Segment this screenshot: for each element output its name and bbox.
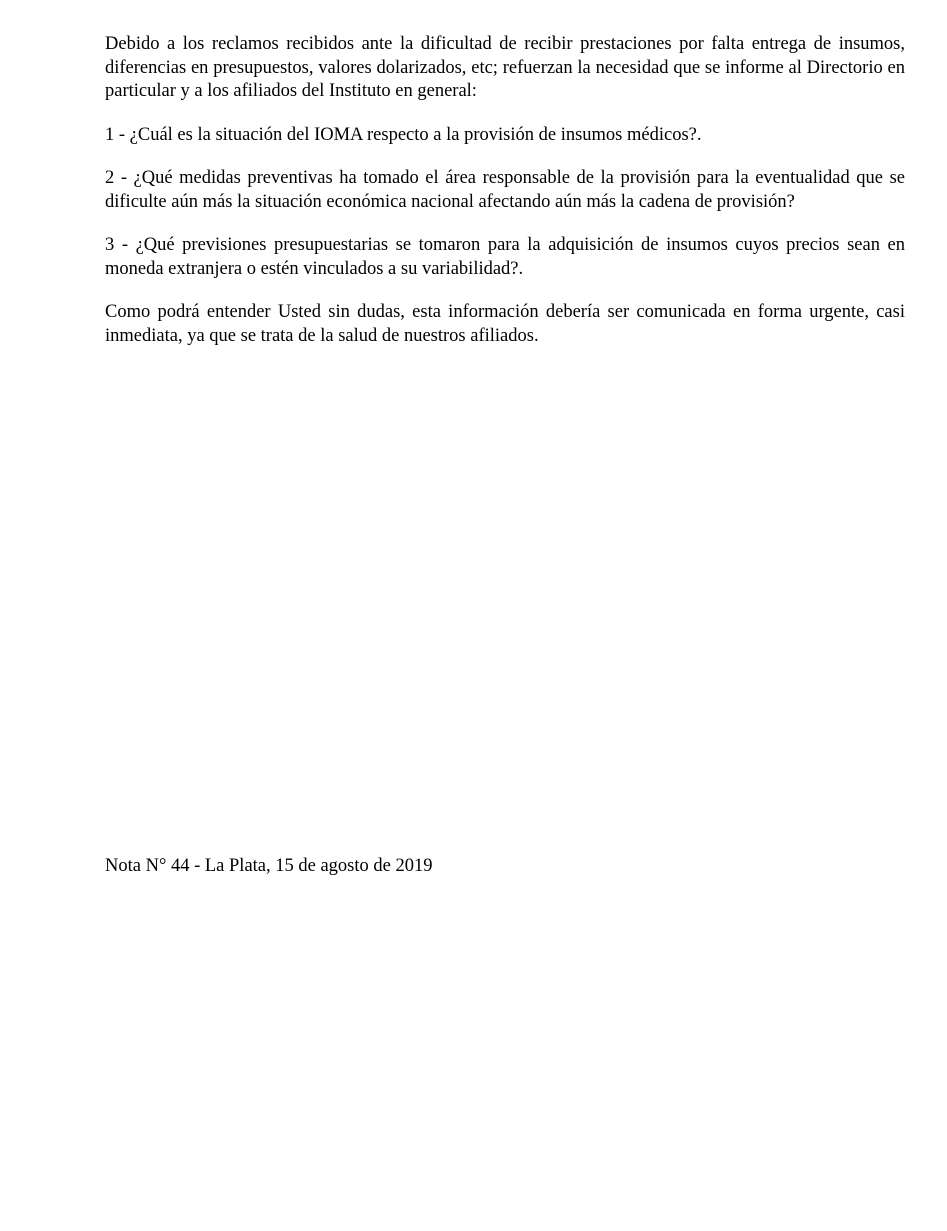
paragraph-question-1: 1 - ¿Cuál es la situación del IOMA respecto a la provisión de insumos médicos?. <box>105 124 702 145</box>
paragraph-question-2: 2 - ¿Qué medidas preventivas ha tomado el área responsable de la provisión para la eventualidad que se dificulte aún más la situación económica nacional afectando aún más la cadena de provisión? <box>105 168 905 212</box>
paragraph-closing: Como podrá entender Usted sin dudas, esta información debería ser comunicada en forma urgente, casi inmediata, ya que se trata de la salud de nuestros afiliados. <box>105 302 905 346</box>
document-body <box>105 33 905 348</box>
document-footer-note: Nota N° 44 - La Plata, 15 de agosto de 2019 <box>105 856 433 876</box>
paragraph-question-3: 3 - ¿Qué previsiones presupuestarias se tomaron para la adquisición de insumos cuyos precios sean en moneda extranjera o estén vinculados a su variabilidad?. <box>105 235 905 279</box>
paragraph-intro: Debido a los reclamos recibidos ante la dificultad de recibir prestaciones por falta entrega de insumos, diferencias en presupuestos, valores dolarizados, etc; refuerzan la necesidad que se informe al Directorio en particular y a los afiliados del Instituto en general: <box>105 34 905 101</box>
